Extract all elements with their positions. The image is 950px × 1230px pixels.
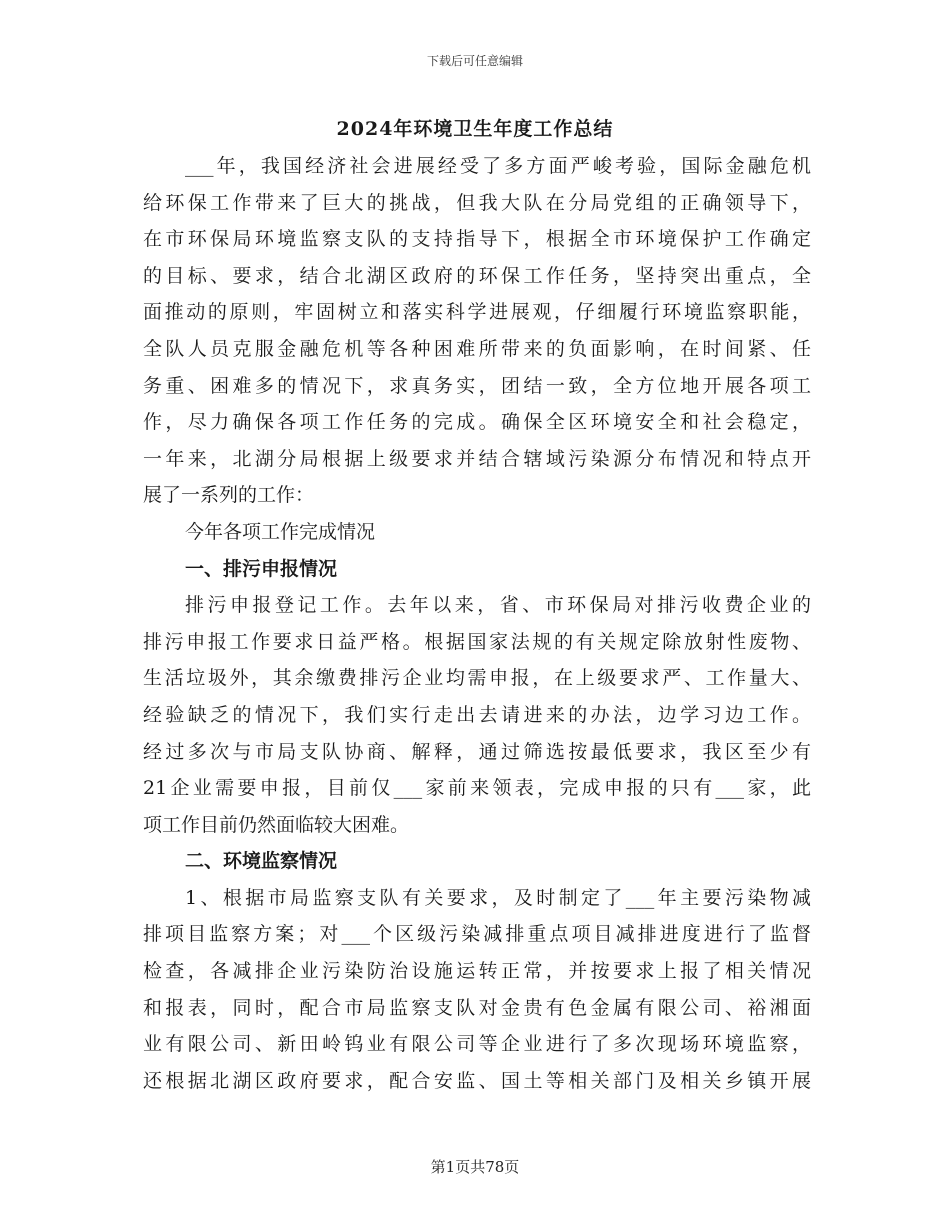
body-line: 业有限公司、新田岭钨业有限公司等企业进行了多次现场环境监察， (143, 1033, 811, 1056)
body-line: 面推动的原则，牢固树立和落实科学进展观，仔细履行环境监察职能， (143, 301, 811, 324)
body-line: 经过多次与市局支队协商、解释，通过筛选按最低要求，我区至少有 (143, 740, 811, 763)
section-heading-1: 一、排污申报情况 (185, 557, 338, 580)
body-line: 展了一系列的工作： (143, 484, 315, 507)
section-intro: 今年各项工作完成情况 (185, 520, 376, 543)
body-line: 作，尽力确保各项工作任务的完成。确保全区环境安全和社会稳定， (143, 411, 811, 434)
document-body (143, 148, 811, 1099)
body-line: 排项目监察方案；对___个区级污染减排重点项目减排进度进行了监督 (143, 923, 811, 946)
section-heading-2: 二、环境监察情况 (185, 850, 338, 873)
body-line: 生活垃圾外，其余缴费排污企业均需申报，在上级要求严、工作量大、 (143, 667, 811, 690)
body-line: 全队人员克服金融危机等各种困难所带来的负面影响，在时间紧、任 (143, 337, 811, 360)
body-line: 1、根据市局监察支队有关要求，及时制定了___年主要污染物减 (185, 886, 811, 909)
body-line: 给环保工作带来了巨大的挑战，但我大队在分局党组的正确领导下， (143, 191, 811, 214)
body-line: 排污申报登记工作。去年以来，省、市环保局对排污收费企业的 (185, 594, 811, 617)
header-note: 下载后可任意编辑 (426, 54, 523, 68)
body-line: 检查，各减排企业污染防治设施运转正常，并按要求上报了相关情况 (143, 960, 811, 983)
body-line: 还根据北湖区政府要求，配合安监、国土等相关部门及相关乡镇开展 (143, 1069, 811, 1092)
body-line: 项工作目前仍然面临较大困难。 (143, 813, 410, 836)
document-title: 2024年环境卫生年度工作总结 (336, 118, 614, 140)
body-line: 经验缺乏的情况下，我们实行走出去请进来的办法，边学习边工作。 (143, 703, 811, 726)
body-line: ___年，我国经济社会进展经受了多方面严峻考验，国际金融危机 (185, 155, 811, 177)
body-line: 务重、困难多的情况下，求真务实，团结一致，全方位地开展各项工 (143, 374, 811, 397)
body-line: 21企业需要申报，目前仅___家前来领表，完成申报的只有___家，此 (143, 777, 811, 800)
body-line: 排污申报工作要求日益严格。根据国家法规的有关规定除放射性废物、 (143, 630, 811, 653)
page-footer: 第1页共78页 (430, 1158, 520, 1176)
body-line: 的目标、要求，结合北湖区政府的环保工作任务，坚持突出重点，全 (143, 264, 811, 287)
body-line: 一年来，北湖分局根据上级要求并结合辖域污染源分布情况和特点开 (143, 447, 811, 470)
body-line: 在市环保局环境监察支队的支持指导下，根据全市环境保护工作确定 (143, 228, 811, 251)
body-line: 和报表，同时，配合市局监察支队对金贵有色金属有限公司、裕湘面 (143, 996, 811, 1019)
